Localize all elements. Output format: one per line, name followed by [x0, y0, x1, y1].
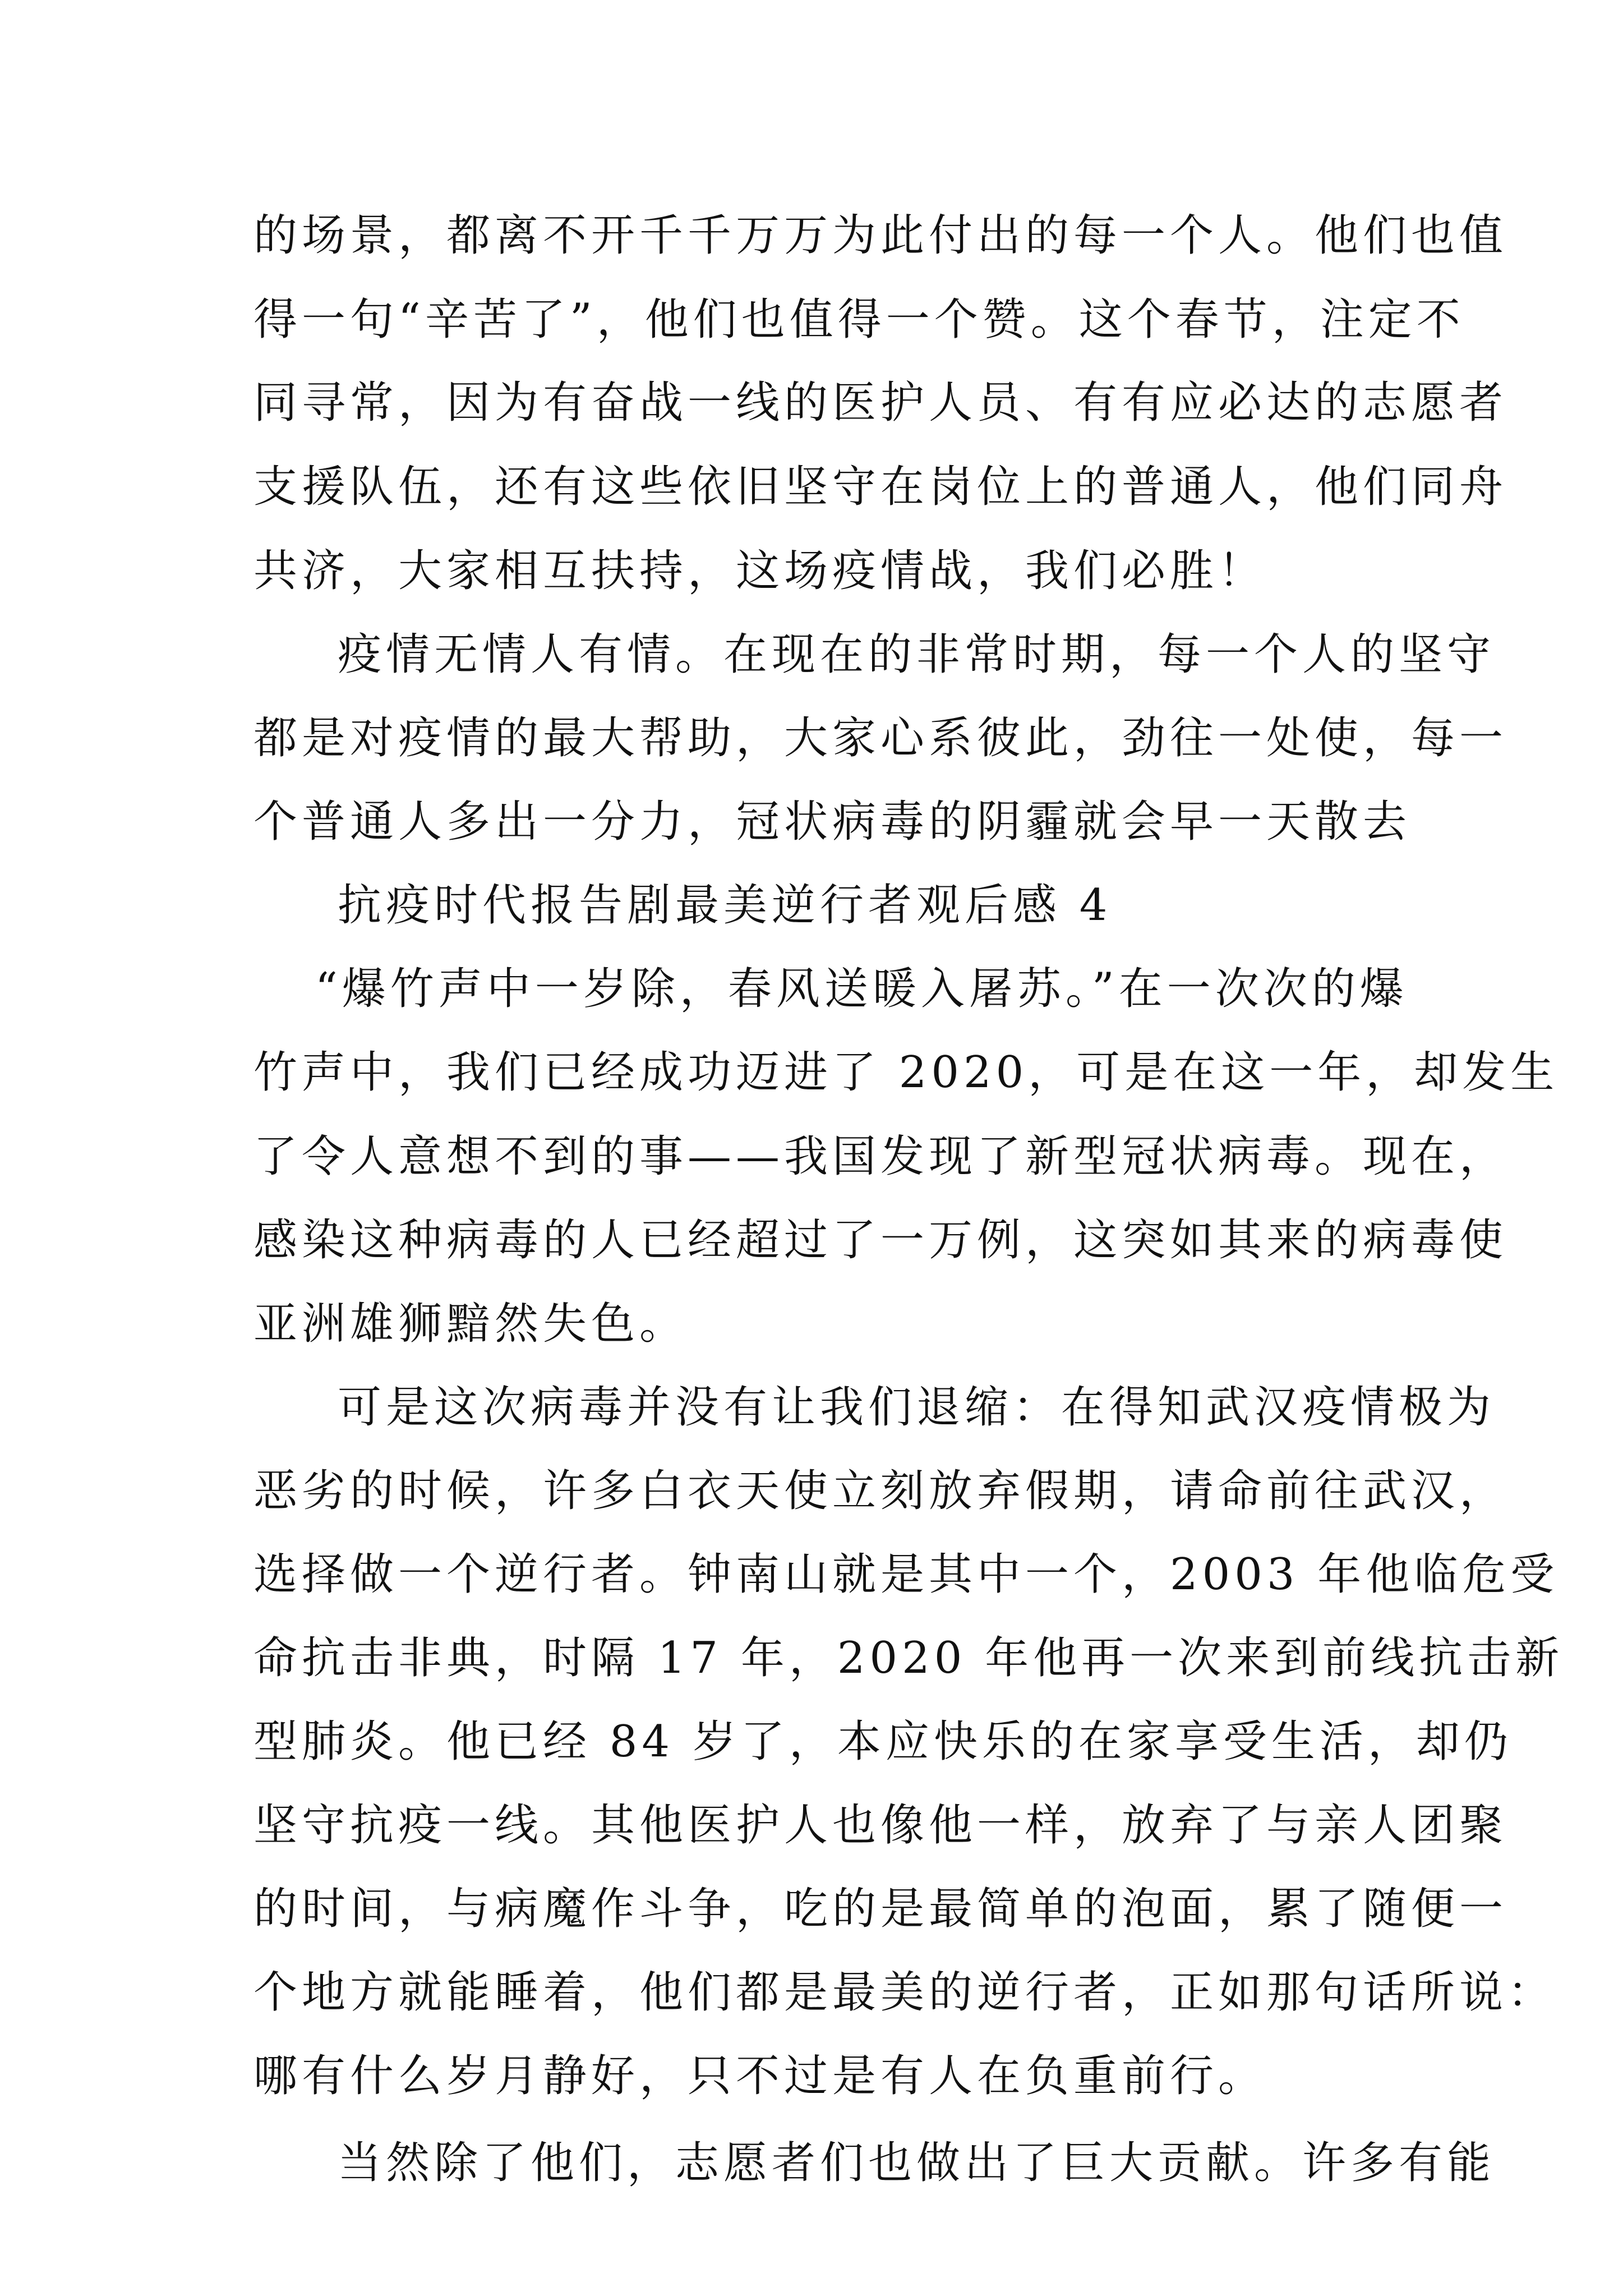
- text-line: 哪有什么岁月静好，只不过是有人在负重前行。: [253, 2051, 1267, 2101]
- text-line: 竹声中，我们已经成功迈进了 2020，可是在这一年，却发生: [253, 1047, 1559, 1098]
- paragraph-first-line: 当然除了他们，志愿者们也做出了巨大贡献。许多有能: [338, 2138, 1496, 2188]
- text-line: 共济，大家相互扶持，这场疫情战，我们必胜！: [253, 546, 1267, 596]
- text-line: 得一句“辛苦了”，他们也值得一个赞。这个春节，注定不: [253, 295, 1465, 345]
- text-line: 个地方就能睡着，他们都是最美的逆行者，正如那句话所说：: [253, 1967, 1556, 2018]
- text-line: 坚守抗疫一线。其他医护人也像他一样，放弃了与亲人团聚: [253, 1800, 1508, 1851]
- text-line: 同寻常，因为有奋战一线的医护人员、有有应必达的志愿者: [253, 378, 1508, 428]
- text-line: 命抗击非典，时隔 17 年，2020 年他再一次来到前线抗击新: [253, 1633, 1564, 1683]
- text-line: 个普通人多出一分力，冠状病毒的阴霾就会早一天散去: [253, 797, 1412, 847]
- text-line: 亚洲雄狮黯然失色。: [253, 1299, 688, 1349]
- paragraph-first-line: 疫情无情人有情。在现在的非常时期，每一个人的坚守: [338, 629, 1496, 680]
- paragraph-first-line: “爆竹声中一岁除，春风送暖入屠苏。”在一次次的爆: [315, 964, 1408, 1014]
- text-line: 恶劣的时候，许多白衣天使立刻放弃假期，请命前往武汉，: [253, 1466, 1508, 1516]
- text-line: 的场景，都离不开千千万万为此付出的每一个人。他们也值: [253, 210, 1508, 261]
- text-line: 的时间，与病魔作斗争，吃的是最简单的泡面，累了随便一: [253, 1884, 1508, 1934]
- text-line: 都是对疫情的最大帮助，大家心系彼此，劲往一处使，每一: [253, 713, 1508, 763]
- paragraph-first-line: 可是这次病毒并没有让我们退缩：在得知武汉疫情极为: [338, 1382, 1496, 1433]
- text-line: 了令人意想不到的事——我国发现了新型冠状病毒。现在，: [253, 1131, 1508, 1182]
- text-line: 选择做一个逆行者。钟南山就是其中一个，2003 年他临危受: [253, 1549, 1559, 1600]
- text-line: 支援队伍，还有这些依旧坚守在岗位上的普通人，他们同舟: [253, 462, 1508, 512]
- text-line: 型肺炎。他已经 84 岁了，本应快乐的在家享受生活，却仍: [253, 1717, 1513, 1767]
- section-heading: 抗疫时代报告剧最美逆行者观后感 4: [338, 880, 1112, 931]
- text-line: 感染这种病毒的人已经超过了一万例，这突如其来的病毒使: [253, 1215, 1508, 1266]
